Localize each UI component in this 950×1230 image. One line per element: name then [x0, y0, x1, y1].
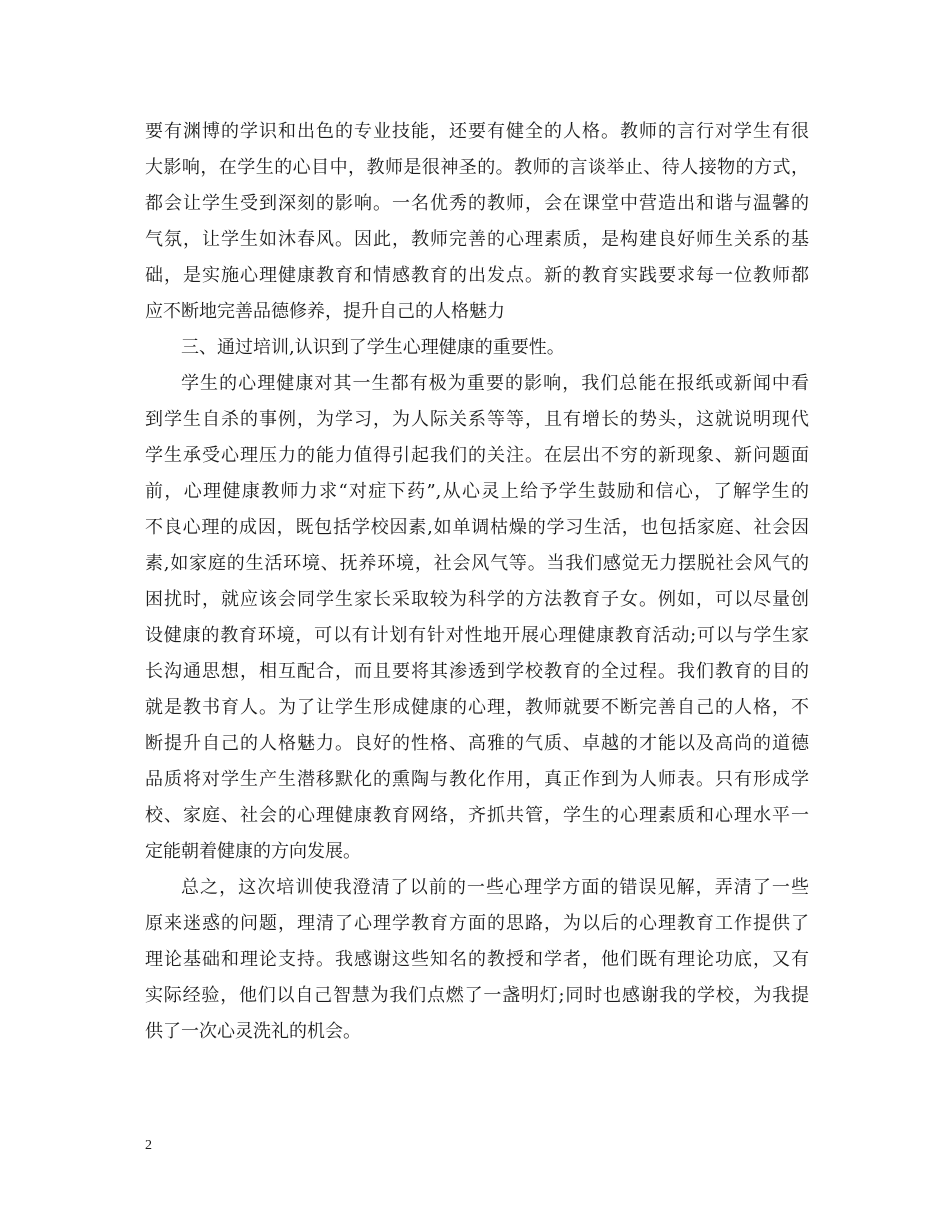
paragraph — [145, 366, 809, 870]
text-line: 大影响，在学生的心目中，教师是很神圣的。教师的言谈举止、待人接物的方式， — [145, 157, 809, 178]
text-line: 理论基础和理论支持。我感谢这些知名的教授和学者，他们既有理论功底，又有 — [145, 949, 809, 970]
text-line: 长沟通思想，相互配合，而且要将其渗透到学校教育的全过程。我们教育的目的 — [145, 661, 809, 682]
paragraph — [145, 330, 809, 366]
text-line: 要有渊博的学识和出色的专业技能，还要有健全的人格。教师的言行对学生有很 — [145, 121, 809, 142]
text-line: 到学生自杀的事例，为学习，为人际关系等等，且有增长的势头，这就说明现代 — [145, 409, 809, 430]
text-line: 应不断地完善品德修养，提升自己的人格魅力 — [145, 301, 505, 322]
text-line: 品质将对学生产生潜移默化的熏陶与教化作用，真正作到为人师表。只有形成学 — [145, 769, 809, 790]
document-body — [145, 114, 809, 1050]
text-line: 实际经验，他们以自己智慧为我们点燃了一盏明灯;同时也感谢我的学校，为我提 — [145, 985, 809, 1006]
text-line: 供了一次心灵洗礼的机会。 — [145, 1021, 361, 1042]
text-line: 三、通过培训,认识到了学生心理健康的重要性。 — [181, 337, 565, 358]
text-line: 总之，这次培训使我澄清了以前的一些心理学方面的错误见解，弄清了一些 — [181, 877, 809, 898]
text-line: 断提升自己的人格魅力。良好的性格、高雅的气质、卓越的才能以及高尚的道德 — [145, 733, 809, 754]
paragraph — [145, 114, 809, 330]
text-line: 前，心理健康教师力求“对症下药”,从心灵上给予学生鼓励和信心，了解学生的 — [145, 481, 809, 502]
text-line: 气氛，让学生如沐春风。因此，教师完善的心理素质，是构建良好师生关系的基 — [145, 229, 809, 250]
text-line: 原来迷惑的问题，理清了心理学教育方面的思路，为以后的心理教育工作提供了 — [145, 913, 809, 934]
text-line: 素,如家庭的生活环境、抚养环境，社会风气等。当我们感觉无力摆脱社会风气的 — [145, 553, 809, 574]
page-number: 2 — [145, 1138, 152, 1153]
text-line: 学生承受心理压力的能力值得引起我们的关注。在层出不穷的新现象、新问题面 — [145, 445, 809, 466]
text-line: 都会让学生受到深刻的影响。一名优秀的教师，会在课堂中营造出和谐与温馨的 — [145, 193, 809, 214]
text-line: 设健康的教育环境，可以有计划有针对性地开展心理健康教育活动;可以与学生家 — [145, 625, 809, 646]
text-line: 就是教书育人。为了让学生形成健康的心理，教师就要不断完善自己的人格，不 — [145, 697, 809, 718]
text-line: 困扰时，就应该会同学生家长采取较为科学的方法教育子女。例如，可以尽量创 — [145, 589, 809, 610]
text-line: 不良心理的成因，既包括学校因素,如单调枯燥的学习生活，也包括家庭、社会因 — [145, 517, 809, 538]
paragraph — [145, 870, 809, 1050]
text-line: 校、家庭、社会的心理健康教育网络，齐抓共管，学生的心理素质和心理水平一 — [145, 805, 809, 826]
text-line: 础，是实施心理健康教育和情感教育的出发点。新的教育实践要求每一位教师都 — [145, 265, 809, 286]
text-line: 定能朝着健康的方向发展。 — [145, 841, 361, 862]
text-line: 学生的心理健康对其一生都有极为重要的影响，我们总能在报纸或新闻中看 — [181, 373, 809, 394]
